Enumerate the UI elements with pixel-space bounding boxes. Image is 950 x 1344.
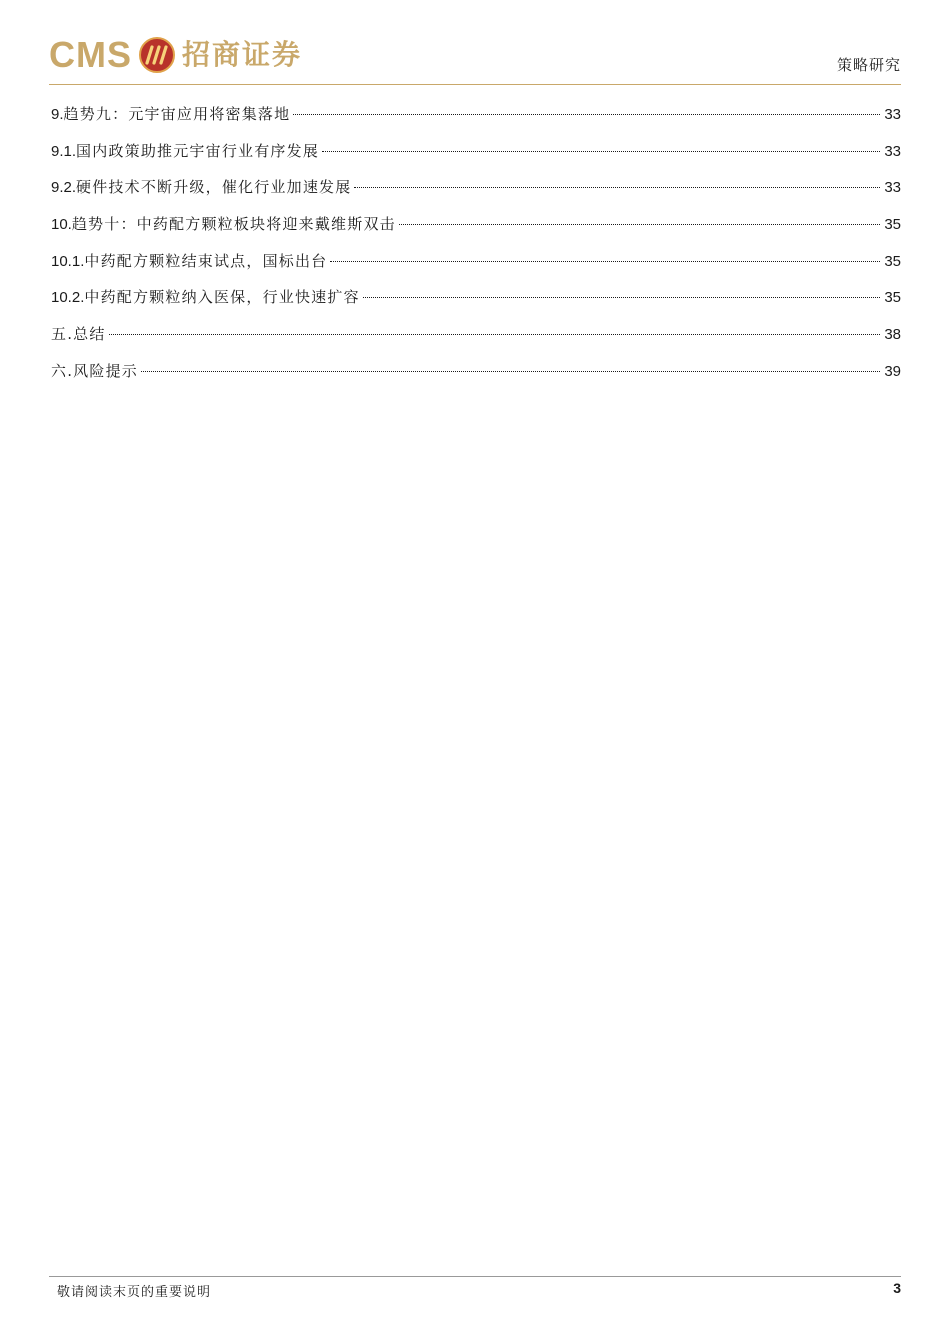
toc-entry-number: 10.2. bbox=[51, 289, 85, 307]
page-header bbox=[49, 32, 901, 88]
table-of-contents bbox=[51, 103, 901, 397]
footer-disclaimer-notice: 敬请阅读末页的重要说明 bbox=[57, 1285, 212, 1300]
toc-entry-title: 六.风险提示 bbox=[51, 361, 138, 380]
toc-leader-dots bbox=[363, 297, 881, 298]
toc-entry-title: 趋势九：元宇宙应用将密集落地 bbox=[63, 105, 291, 123]
toc-entry-title: 硬件技术不断升级，催化行业加速发展 bbox=[76, 178, 352, 197]
toc-entry-page: 35 bbox=[884, 252, 901, 270]
toc-entry[interactable] bbox=[51, 140, 901, 177]
toc-leader-dots bbox=[354, 187, 880, 188]
toc-entry-page: 33 bbox=[884, 106, 901, 123]
header-divider bbox=[49, 84, 901, 85]
toc-entry-number: 9.2. bbox=[51, 179, 77, 197]
toc-entry-number: 9. bbox=[51, 106, 64, 123]
toc-entry-title: 中药配方颗粒纳入医保，行业快速扩容 bbox=[84, 288, 360, 307]
toc-entry-number: 9.1. bbox=[51, 142, 77, 160]
toc-entry-title: 趋势十：中药配方颗粒板块将迎来戴维斯双击 bbox=[71, 215, 396, 234]
toc-entry[interactable] bbox=[51, 286, 901, 323]
toc-entry-title: 中药配方颗粒结束试点，国标出台 bbox=[84, 251, 328, 270]
toc-entry-page: 35 bbox=[884, 216, 901, 234]
toc-leader-dots bbox=[141, 371, 880, 372]
logo-chinese-name: 招商证券 bbox=[182, 38, 303, 71]
toc-entry-title: 五.总结 bbox=[51, 325, 106, 344]
toc-entry-number: 10.1. bbox=[51, 252, 85, 270]
report-section-label: 策略研究 bbox=[836, 56, 901, 74]
footer-divider bbox=[49, 1276, 901, 1277]
company-logo bbox=[49, 32, 302, 78]
toc-leader-dots bbox=[109, 334, 881, 335]
logo-text: CMS bbox=[49, 34, 132, 75]
toc-leader-dots bbox=[322, 151, 880, 152]
toc-entry-page: 35 bbox=[884, 289, 901, 307]
logo-emblem-icon bbox=[138, 36, 176, 74]
toc-entry-page: 33 bbox=[884, 179, 901, 197]
toc-entry-page: 38 bbox=[884, 326, 901, 344]
toc-leader-dots bbox=[330, 261, 880, 262]
toc-leader-dots bbox=[399, 224, 880, 225]
toc-entry[interactable] bbox=[51, 323, 901, 360]
page-number: 3 bbox=[893, 1280, 901, 1296]
toc-entry-number: 10. bbox=[51, 216, 72, 234]
toc-entry[interactable] bbox=[51, 250, 901, 287]
toc-entry[interactable] bbox=[51, 360, 901, 397]
toc-entry-title: 国内政策助推元宇宙行业有序发展 bbox=[76, 141, 320, 160]
toc-entry-page: 39 bbox=[884, 362, 901, 380]
toc-entry-page: 33 bbox=[884, 142, 901, 160]
toc-leader-dots bbox=[293, 114, 880, 115]
toc-entry[interactable] bbox=[51, 103, 901, 140]
toc-entry[interactable] bbox=[51, 213, 901, 250]
toc-entry[interactable] bbox=[51, 176, 901, 213]
